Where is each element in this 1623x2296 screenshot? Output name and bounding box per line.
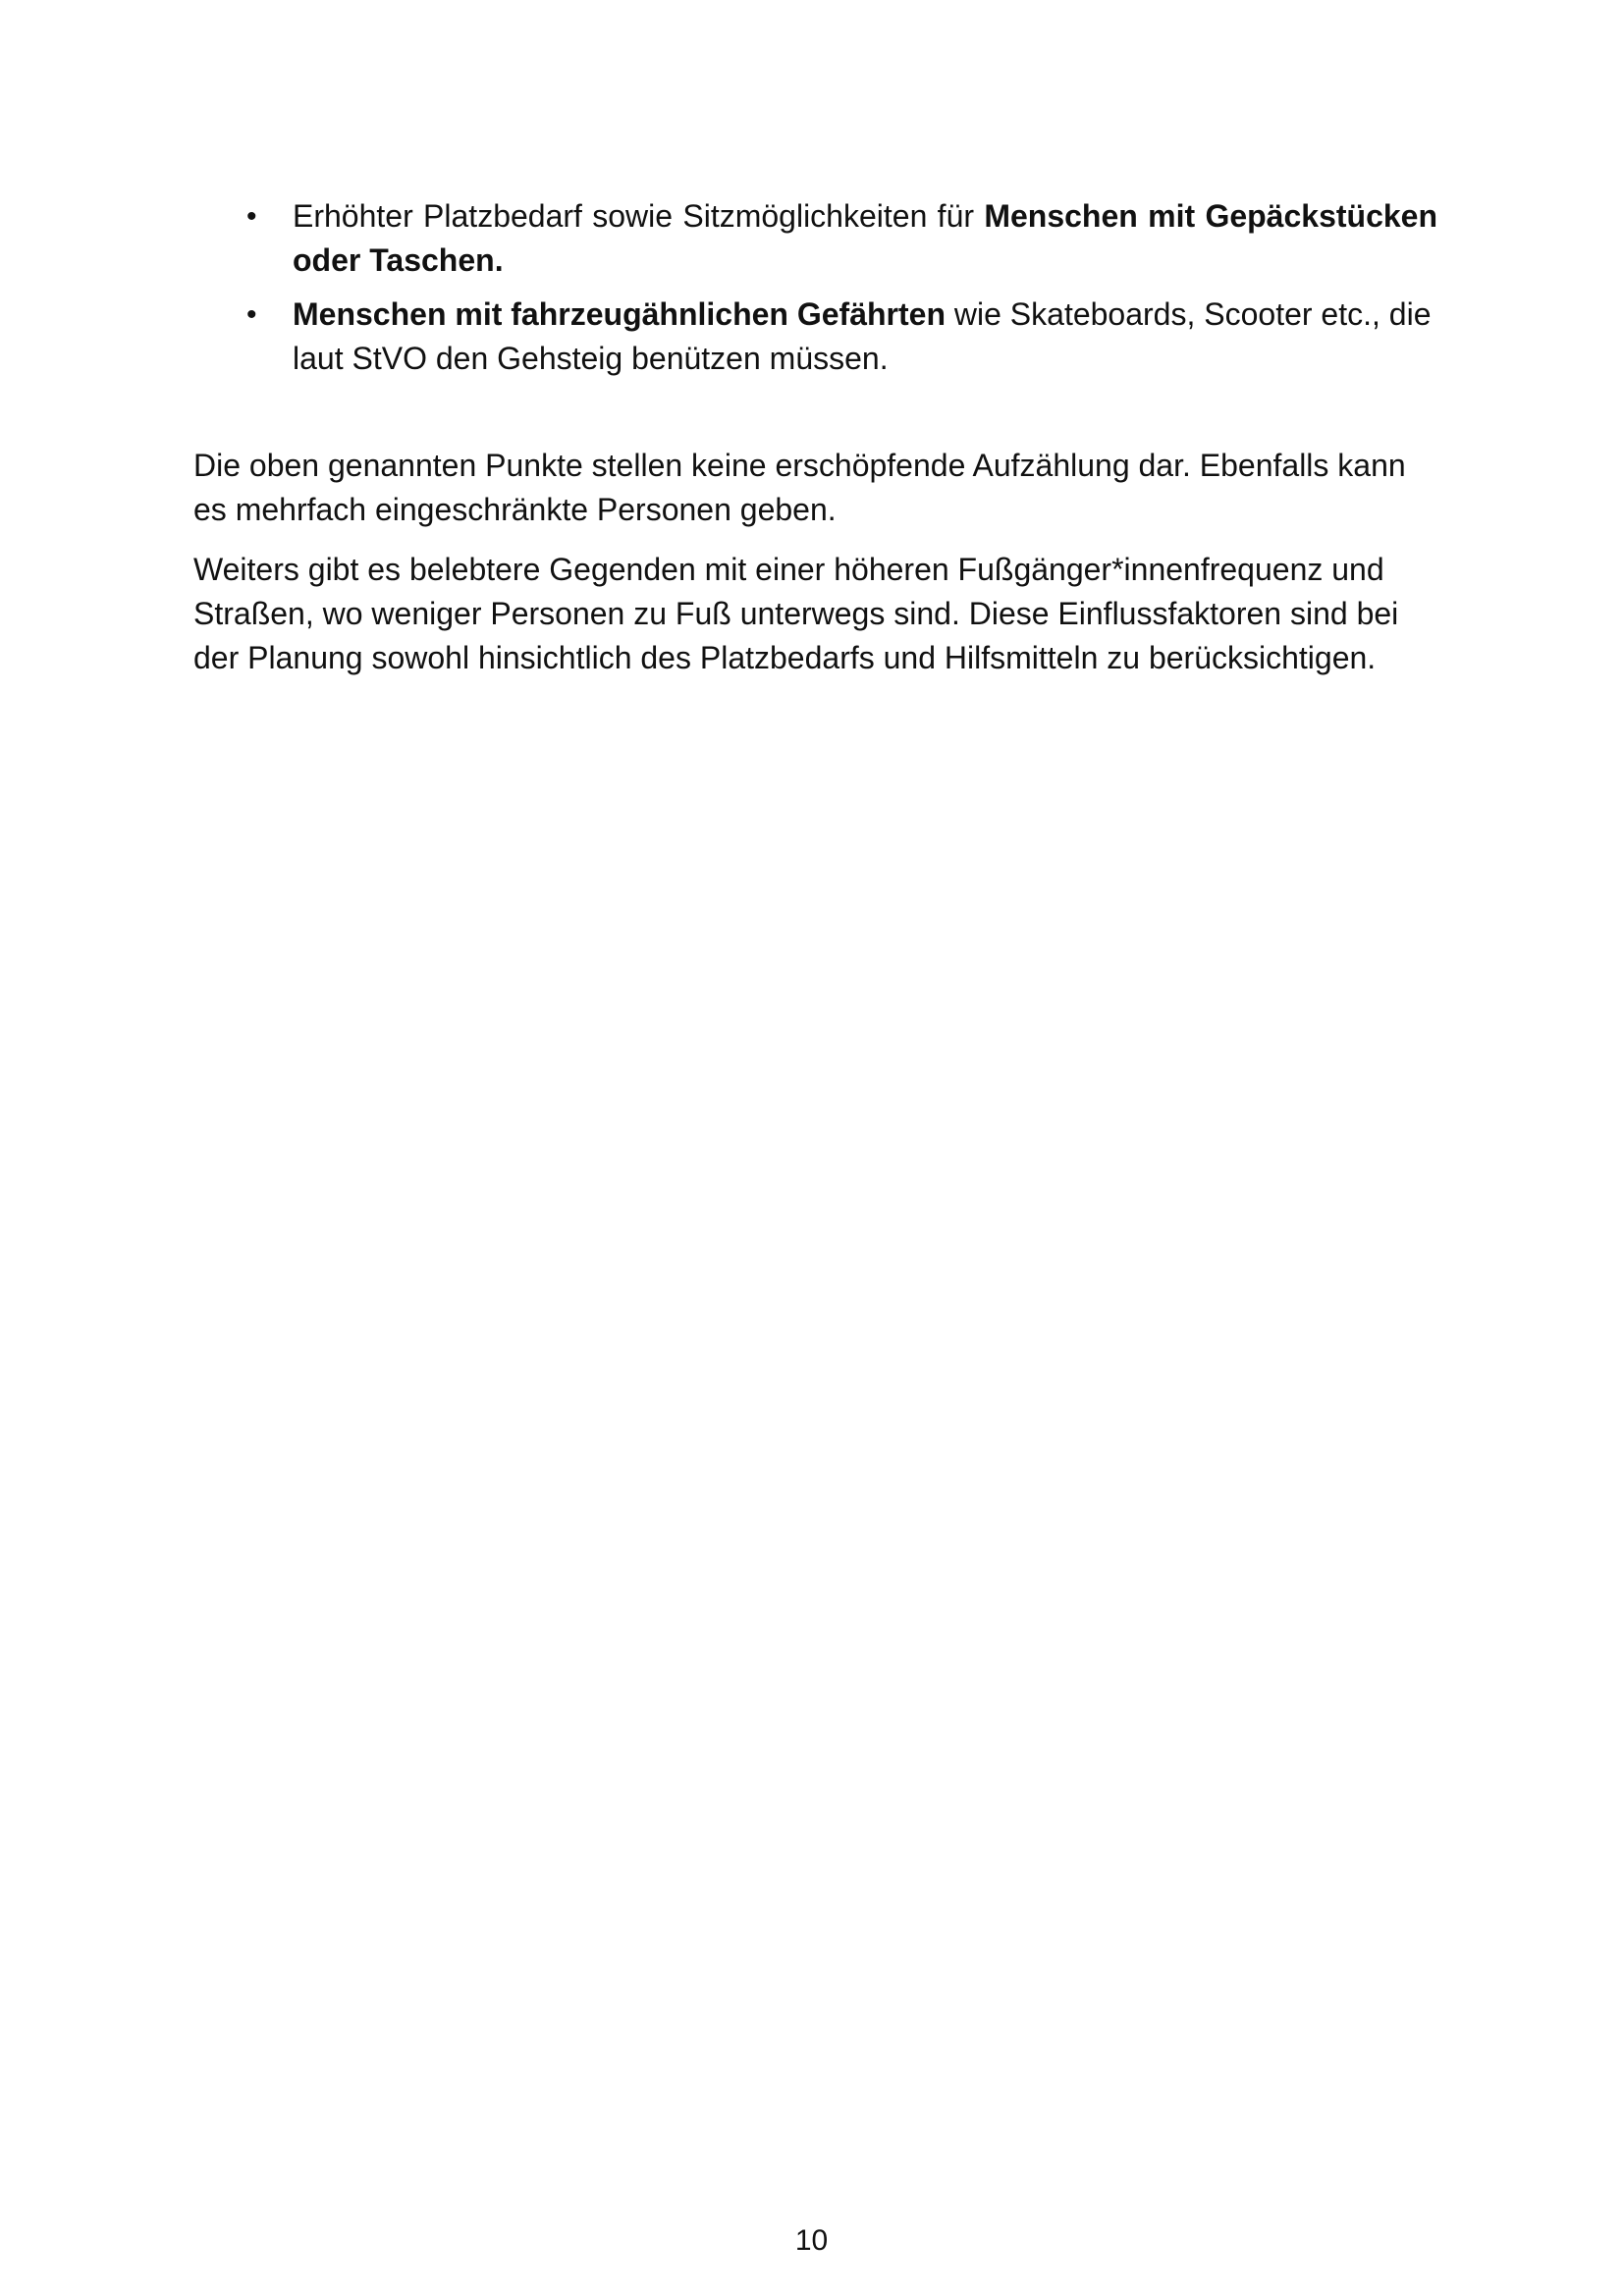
list-item-emphasis: Menschen mit fahrzeugähnlichen Gefährten — [293, 296, 946, 332]
page-number: 10 — [794, 2224, 829, 2257]
list-item-text-after: wie Skateboards, Scooter etc., die laut StVO den Gehsteig benützen müssen. — [293, 296, 1432, 376]
paragraph: Die oben genannten Punkte stellen keine erschöpfende Aufzählung dar. Ebenfalls kann es mehrfach eingeschränkte Personen geben. — [193, 448, 1406, 527]
list-item-text: Erhöhter Platzbedarf sowie Sitzmöglichkeiten für — [293, 198, 985, 234]
page-content — [193, 194, 1437, 680]
bullet-icon: • — [246, 298, 257, 331]
bullet-list — [193, 194, 1437, 381]
list-item — [193, 293, 1437, 381]
list-item-emphasis: Menschen mit Gepäckstücken oder Taschen. — [293, 198, 1437, 278]
list-item — [193, 194, 1437, 283]
bullet-icon: • — [246, 200, 257, 233]
paragraph: Weiters gibt es belebtere Gegenden mit einer höheren Fußgänger*innenfrequenz und Straßen, wo weniger Personen zu Fuß unterwegs sind. Diese Einflussfaktoren sind bei der Planung sowohl hinsichtlich des Platzbedarfs und Hilfsmitteln zu berücksichtigen. — [193, 552, 1399, 675]
